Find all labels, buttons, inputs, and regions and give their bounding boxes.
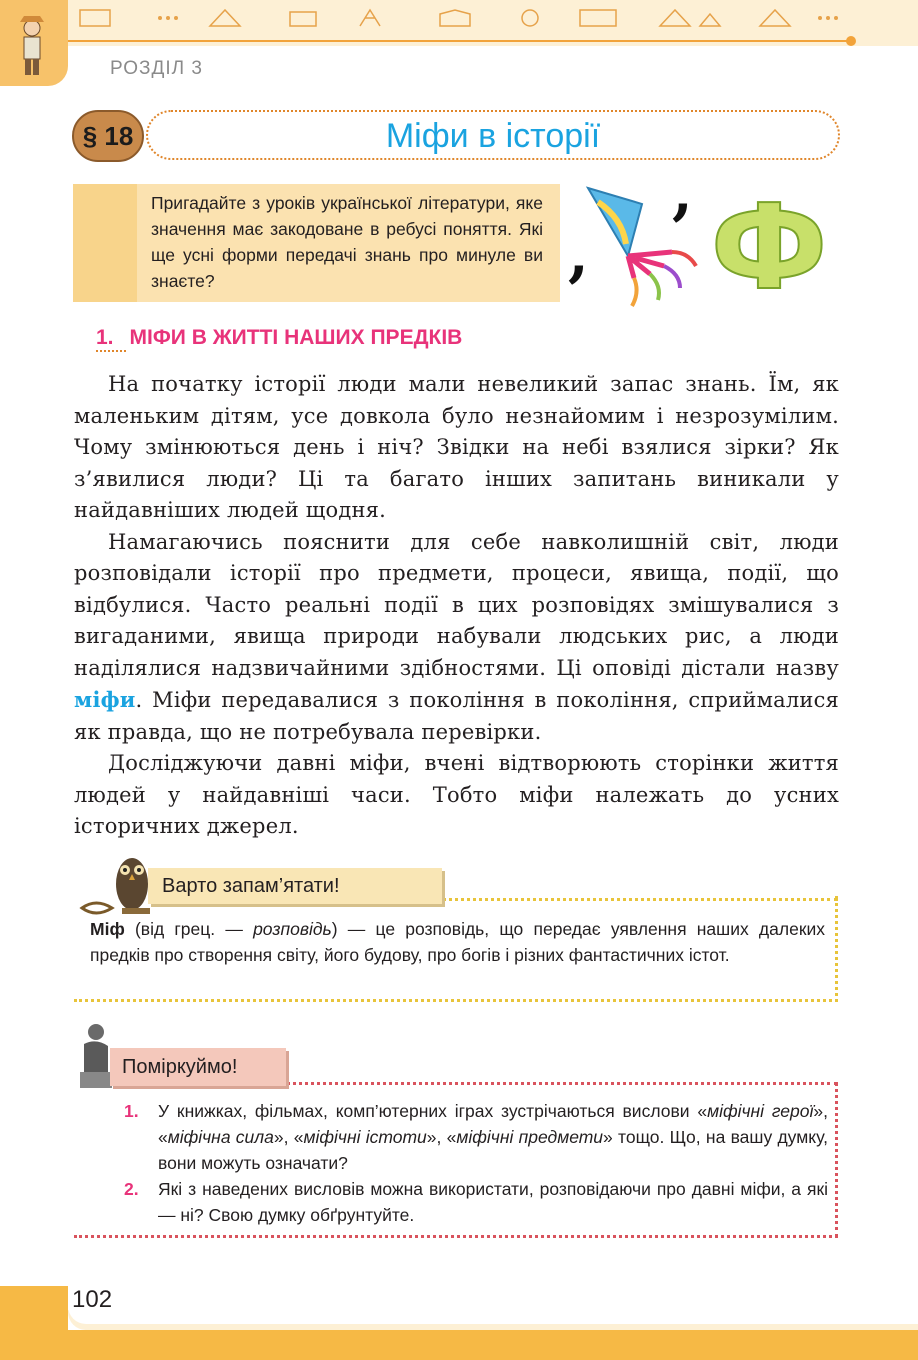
svg-text:Ф: Ф	[710, 192, 828, 300]
recall-box	[73, 184, 560, 302]
definition-term: Міф	[90, 919, 125, 939]
section-heading-text: МІФИ В ЖИТТІ НАШИХ ПРЕДКІВ	[129, 326, 463, 349]
question-item	[118, 1098, 828, 1176]
question-phrase: міфічні істоти	[303, 1127, 427, 1147]
rebus-letter	[710, 192, 828, 300]
rebus-comma-right: ,	[672, 158, 693, 228]
question-phrase: міфічна сила	[167, 1127, 274, 1147]
question-phrase: міфічні герої	[707, 1101, 814, 1121]
paragraph: На початку історії люди мали невеликий запас знань. Їм, як маленьким дітям, усе довкола було незнайомим і незрозумілим. Чому змінюються день і ніч? Звідки на небі взялися зірки? Як з’явилися люди? Ці та багато інших запитань виникали у найдавніших людей щодня.	[74, 372, 839, 522]
explorer-corner	[0, 0, 68, 86]
page-title: Міфи в історії	[146, 110, 840, 160]
top-rule	[60, 40, 852, 42]
paragraph: Досліджуючи давні міфи, вчені відтворюють сторінки життя людей у найдавніші часи. Тобто міфи належать до усних історичних джерел.	[74, 751, 839, 838]
question-number: 1.	[124, 1101, 139, 1121]
think-label: Поміркуймо!	[110, 1048, 286, 1086]
paragraph-text: . Міфи передавалися з покоління в покоління, сприймалися як правда, що не потребувала перевірки.	[74, 688, 839, 744]
footer-bar	[0, 1330, 918, 1360]
remember-box-top-border	[442, 898, 838, 901]
paragraph-text: Намагаючись пояснити для себе навколишній світ, люди розповідали історії про предмети, процеси, явища, події, що відбулися. Часто реальні події в цих розповідях змішувалися з вигаданими, явища природи набували людських рис, а люди наділялися надзвичайними здібностями. Ці оповіді дістали назву	[74, 529, 839, 680]
question-number: 2.	[124, 1179, 139, 1199]
explorer-icon	[0, 0, 68, 86]
definition-text: ) — це розповідь, що передає уявлення наших далеких предків про створення світу, його будову, про богів і різних фантастичних істот.	[90, 919, 826, 965]
body-text	[74, 369, 839, 843]
owl-icon	[72, 838, 160, 926]
section-number: 1.	[96, 326, 126, 352]
footer-corner	[0, 1286, 68, 1360]
remember-label: Варто запам’ятати!	[148, 868, 442, 904]
section-badge: § 18	[72, 110, 144, 162]
paragraph	[74, 527, 839, 749]
chapter-label: РОЗДІЛ 3	[110, 58, 203, 79]
question-item	[118, 1176, 828, 1228]
footer-page-area	[68, 1286, 918, 1324]
remember-definition	[90, 916, 825, 968]
question-phrase: міфічні предмети	[456, 1127, 604, 1147]
rebus-comma-left: ,	[568, 220, 589, 290]
recall-stripe	[73, 184, 137, 302]
definition-text: (від грец. —	[124, 919, 254, 939]
question-list	[118, 1098, 828, 1228]
key-term: міфи	[74, 687, 136, 712]
question-text: » тощо. Що, на вашу думку, вони можуть означати?	[158, 1127, 828, 1173]
question-text: Які з наведених висловів можна використати, розповідаючи про давні міфи, а які — ні? Свою думку обґрунтуйте.	[158, 1179, 828, 1225]
top-decorative-bar	[0, 0, 918, 46]
history-icons-strip	[60, 6, 852, 30]
question-text: У книжках, фільмах, комп’ютерних іграх зустрічаються вислови «	[158, 1101, 708, 1121]
think-box-top-border	[286, 1082, 838, 1085]
page-number: 102	[72, 1286, 113, 1313]
question-text: », «	[426, 1127, 457, 1147]
recall-text: Пригадайте з уроків української літератури, яке значення має закодоване в ребусі поняття. Які ще усні форми передачі знань про минуле ви знаєте?	[151, 193, 543, 291]
question-text: », «	[273, 1127, 304, 1147]
section-heading	[96, 326, 462, 352]
top-rule-end-dot	[846, 36, 856, 46]
question-text: », «	[158, 1101, 828, 1147]
definition-origin: розповідь	[253, 919, 332, 939]
